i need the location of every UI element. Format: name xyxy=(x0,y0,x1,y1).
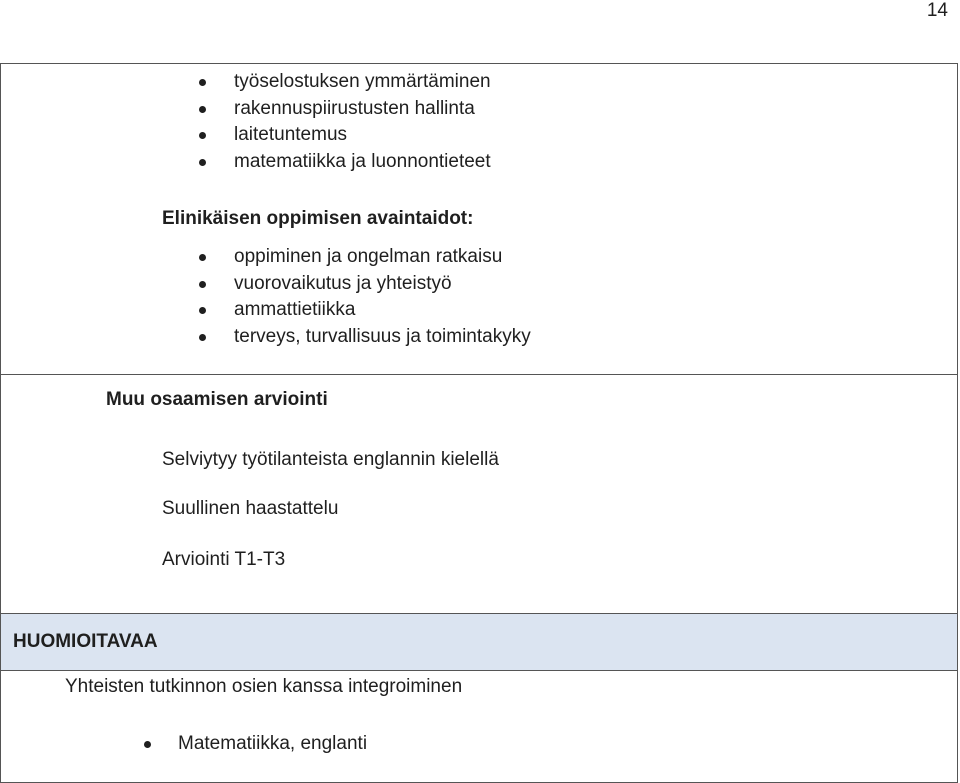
assessment-line: Suullinen haastattelu xyxy=(162,498,339,519)
skills-list xyxy=(1,69,901,175)
integration-line: Yhteisten tutkinnon osien kanssa integroiminen xyxy=(65,676,463,697)
bullet-icon xyxy=(199,254,206,261)
list-item: vuorovaikutus ja yhteistyö xyxy=(1,271,901,298)
other-assessment-heading: Muu osaamisen arviointi xyxy=(106,389,328,410)
assessment-line: Arviointi T1-T3 xyxy=(162,549,286,570)
key-skills-heading: Elinikäisen oppimisen avaintaidot: xyxy=(162,208,474,229)
other-assessment-cell xyxy=(1,375,957,614)
list-item: työselostuksen ymmärtäminen xyxy=(1,69,901,96)
list-item: laitetuntemus xyxy=(1,122,901,149)
skills-cell xyxy=(1,64,957,375)
bullet-icon xyxy=(199,307,206,314)
list-item: rakennuspiirustusten hallinta xyxy=(1,96,901,123)
integration-list xyxy=(1,731,901,757)
content-table xyxy=(0,63,958,783)
list-item: oppiminen ja ongelman ratkaisu xyxy=(1,244,901,271)
page-number: 14 xyxy=(926,0,948,21)
bullet-icon xyxy=(199,132,206,139)
notes-header xyxy=(1,614,957,671)
notes-heading: HUOMIOITAVAA xyxy=(13,631,158,652)
list-item: ammattietiikka xyxy=(1,297,901,324)
bullet-icon xyxy=(199,281,206,288)
bullet-icon xyxy=(199,159,206,166)
notes-cell xyxy=(1,671,957,781)
bullet-icon xyxy=(199,79,206,86)
bullet-icon xyxy=(199,106,206,113)
list-item: matematiikka ja luonnontieteet xyxy=(1,149,901,176)
assessment-line: Selviytyy työtilanteista englannin kielellä xyxy=(162,449,499,470)
list-item: Matematiikka, englanti xyxy=(1,731,901,757)
list-item: terveys, turvallisuus ja toimintakyky xyxy=(1,324,901,351)
bullet-icon xyxy=(144,741,151,748)
bullet-icon xyxy=(199,334,206,341)
key-skills-list xyxy=(1,244,901,350)
